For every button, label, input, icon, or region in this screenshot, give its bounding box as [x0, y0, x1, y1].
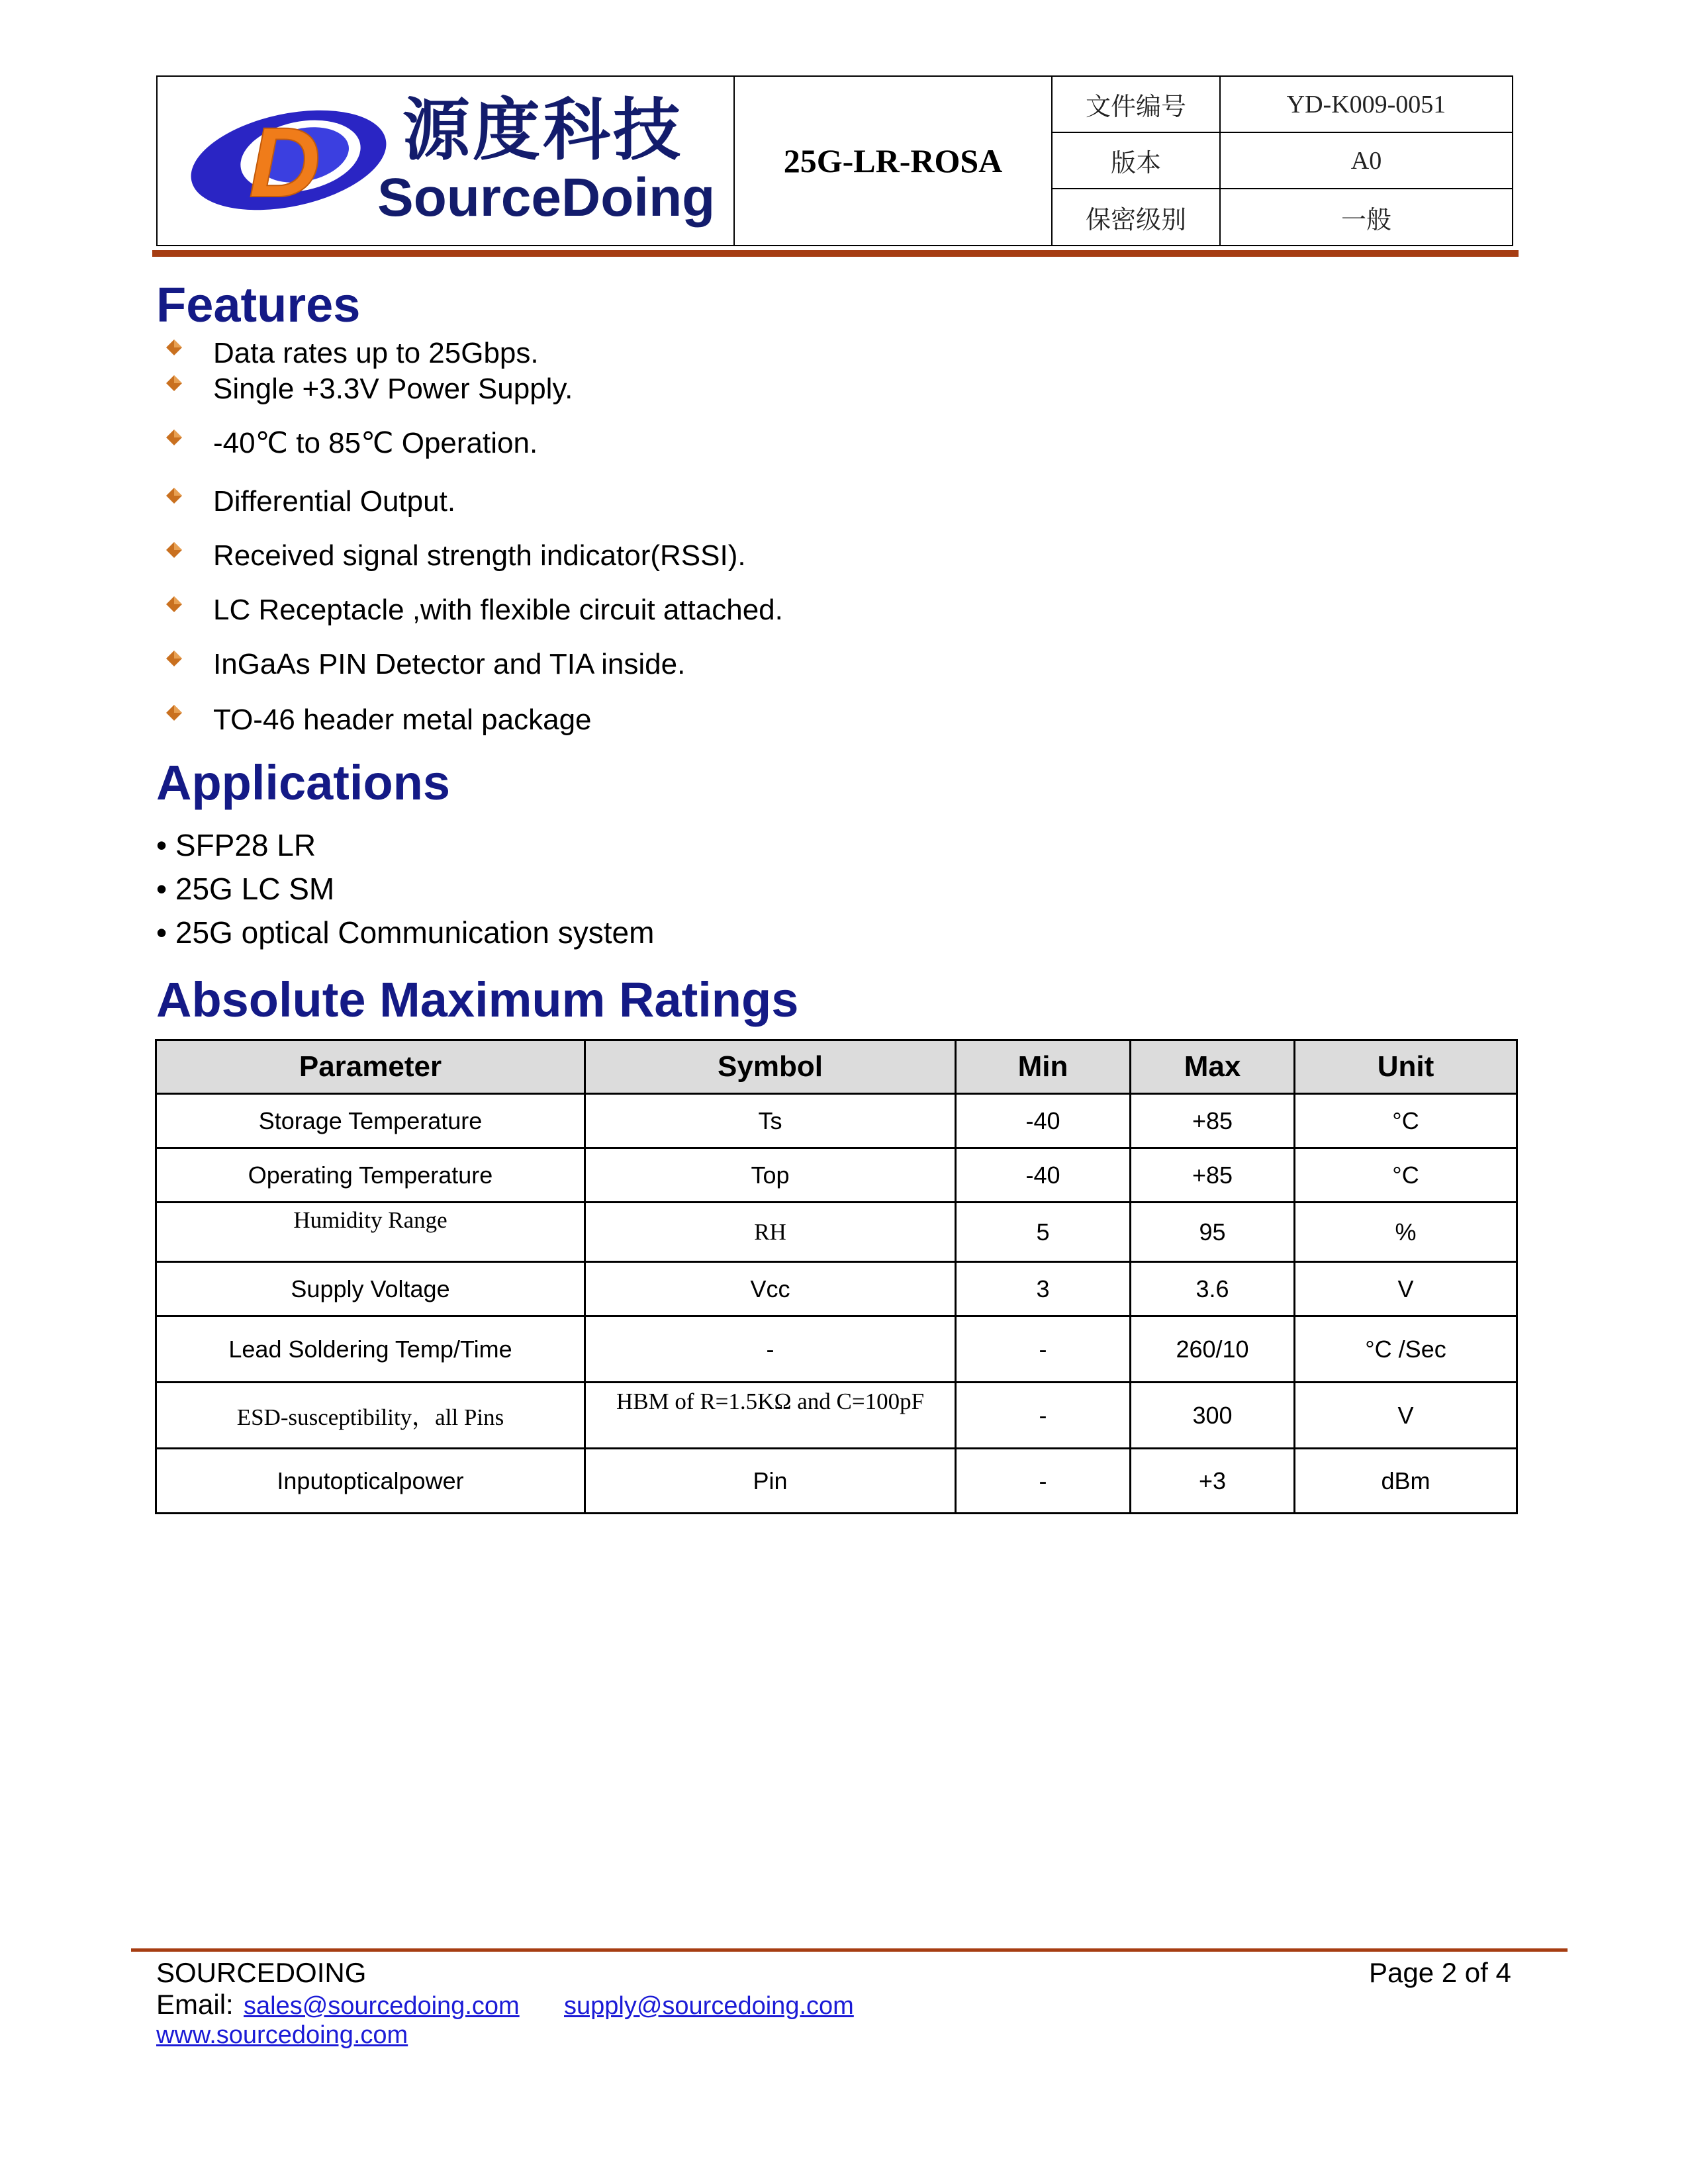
features-heading: Features: [156, 277, 361, 332]
feature-item: InGaAs PIN Detector and TIA inside.: [213, 648, 686, 680]
cell-parameter: Lead Soldering Temp/Time: [156, 1316, 585, 1383]
meta-value: YD-K009-0051: [1286, 90, 1446, 118]
feature-item: Data rates up to 25Gbps.: [213, 337, 539, 369]
bullet-diamond-icon: [165, 596, 183, 613]
cell-parameter: Supply Voltage: [156, 1262, 585, 1316]
cell-symbol: RH: [585, 1203, 956, 1262]
column-header: Max: [1131, 1040, 1295, 1094]
bullet-diamond-icon: [165, 375, 183, 392]
feature-item: Single +3.3V Power Supply.: [213, 373, 573, 405]
cell-min: 3: [956, 1262, 1131, 1316]
cell-unit: °C: [1295, 1148, 1517, 1203]
feature-item: TO-46 header metal package: [213, 704, 592, 736]
cell-min: -: [956, 1316, 1131, 1383]
footer-website-link[interactable]: www.sourcedoing.com: [156, 2021, 408, 2049]
bullet-diamond-icon: [165, 429, 183, 446]
cell-max: 300: [1131, 1383, 1295, 1449]
cell-unit: dBm: [1295, 1449, 1517, 1514]
application-item: • SFP28 LR: [156, 828, 316, 862]
applications-heading: Applications: [156, 755, 451, 810]
logo-english-name: SourceDoing: [377, 167, 716, 228]
cell-unit: °C /Sec: [1295, 1316, 1517, 1383]
cell-symbol: -: [585, 1316, 956, 1383]
bullet-diamond-icon: [165, 704, 183, 721]
feature-item: Differential Output.: [213, 485, 456, 518]
column-header: Unit: [1295, 1040, 1517, 1094]
meta-key: 保密级别: [1053, 189, 1221, 245]
footer-email-label: Email:: [156, 1989, 234, 2020]
cell-parameter: Inputopticalpower: [156, 1449, 585, 1514]
logo-letter-d: D: [249, 107, 321, 218]
cell-unit: °C: [1295, 1094, 1517, 1148]
feature-item: LC Receptacle ,with flexible circuit attached.: [213, 594, 783, 626]
cell-min: -: [956, 1383, 1131, 1449]
bullet-diamond-icon: [165, 650, 183, 667]
bullet-diamond-icon: [165, 339, 183, 356]
table-row: [156, 1262, 1517, 1316]
meta-value: 一般: [1340, 206, 1391, 234]
footer-page-number: Page 2 of 4: [1369, 1957, 1511, 1988]
cell-min: -40: [956, 1094, 1131, 1148]
cell-parameter: Humidity Range: [156, 1203, 585, 1262]
cell-max: 95: [1131, 1203, 1295, 1262]
cell-unit: V: [1295, 1383, 1517, 1449]
cell-symbol: Ts: [585, 1094, 956, 1148]
application-item: • 25G LC SM: [156, 872, 335, 906]
table-row: [156, 1383, 1517, 1449]
table-row: [156, 1449, 1517, 1514]
footer-rule: [131, 1948, 1568, 1952]
column-header: Min: [956, 1040, 1131, 1094]
table-row: [156, 1148, 1517, 1203]
cell-parameter: ESD-susceptibility，all Pins: [156, 1383, 585, 1449]
meta-row-doc-number: [1053, 77, 1512, 133]
feature-item: Received signal strength indicator(RSSI).: [213, 539, 746, 572]
footer-email-supply-link[interactable]: supply@sourcedoing.com: [564, 1992, 854, 2020]
footer-email-sales-link[interactable]: sales@sourcedoing.com: [244, 1992, 520, 2020]
cell-parameter: Operating Temperature: [156, 1148, 585, 1203]
column-header: Parameter: [156, 1040, 585, 1094]
cell-max: 3.6: [1131, 1262, 1295, 1316]
logo-chinese-name: 源度科技: [402, 91, 683, 170]
cell-unit: V: [1295, 1262, 1517, 1316]
meta-value: A0: [1350, 146, 1382, 175]
feature-item: -40℃ to 85℃ Operation.: [213, 427, 538, 459]
cell-min: 5: [956, 1203, 1131, 1262]
cell-symbol: HBM of R=1.5KΩ and C=100pF: [585, 1383, 956, 1449]
table-header-row: [156, 1040, 1517, 1094]
application-item: • 25G optical Communication system: [156, 915, 655, 950]
document-title: 25G-LR-ROSA: [735, 77, 1053, 245]
cell-max: 260/10: [1131, 1316, 1295, 1383]
bullet-diamond-icon: [165, 487, 183, 504]
meta-key: 文件编号: [1053, 77, 1221, 132]
sourcedoing-logo-icon: [183, 87, 395, 233]
cell-unit: %: [1295, 1203, 1517, 1262]
cell-symbol: Pin: [585, 1449, 956, 1514]
cell-max: +85: [1131, 1094, 1295, 1148]
header-rule: [152, 250, 1519, 257]
table-row: [156, 1203, 1517, 1262]
cell-symbol: Top: [585, 1148, 956, 1203]
cell-min: -40: [956, 1148, 1131, 1203]
table-row: [156, 1094, 1517, 1148]
bullet-diamond-icon: [165, 541, 183, 559]
meta-row-version: [1053, 133, 1512, 189]
absolute-maximum-ratings-table: [155, 1039, 1518, 1514]
cell-symbol: Vcc: [585, 1262, 956, 1316]
column-header: Symbol: [585, 1040, 956, 1094]
ratings-heading: Absolute Maximum Ratings: [156, 972, 799, 1027]
cell-max: +3: [1131, 1449, 1295, 1514]
table-row: [156, 1316, 1517, 1383]
footer-company: SOURCEDOING: [156, 1957, 367, 1988]
meta-key: 版本: [1053, 133, 1221, 188]
meta-row-confidentiality: [1053, 189, 1512, 245]
cell-min: -: [956, 1449, 1131, 1514]
cell-max: +85: [1131, 1148, 1295, 1203]
cell-parameter: Storage Temperature: [156, 1094, 585, 1148]
